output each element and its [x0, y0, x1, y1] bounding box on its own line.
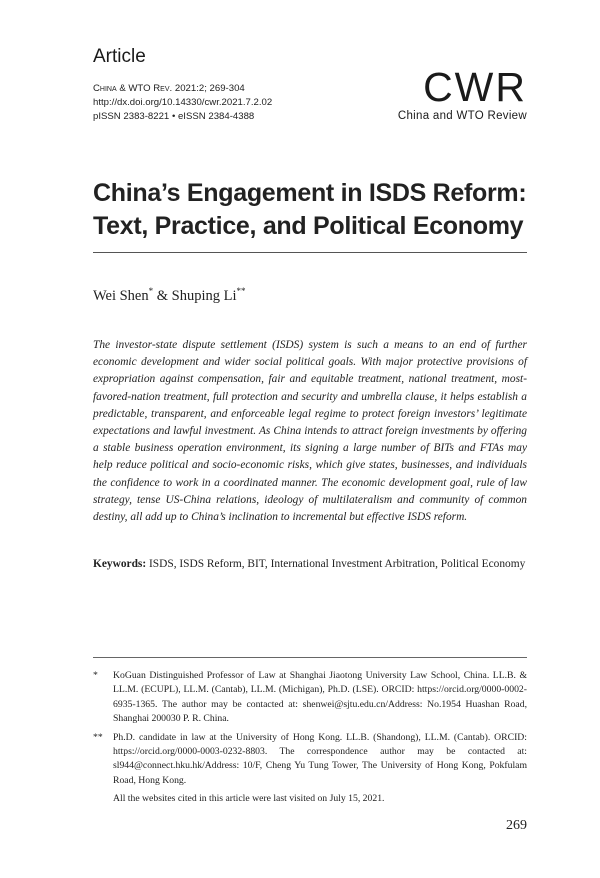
article-type-label: Article: [93, 46, 146, 67]
journal-abbrev: China & WTO Rev.: [93, 83, 173, 94]
footnote-text: Ph.D. candidate in law at the University of Hong Kong. LL.B. (Shandong), LL.M. (Cantab). ORCID: https://orcid.org/0000-0003-0232-8803. The correspondence author may be contacted at: sl944@connect.hku.hk/Address: 10/F, Cheng Yu Tung Tower, The University of Hong Kong, Pokfulam Road, Hong Kong.: [113, 731, 527, 786]
journal-metadata: [93, 82, 272, 124]
journal-logo: [398, 66, 527, 122]
issue-pages: 2021:2; 269-304: [172, 83, 245, 94]
author-2-name: Shuping Li: [171, 288, 237, 304]
logo-mark: CWR: [423, 64, 527, 110]
issn-line: pISSN 2383-8221 • eISSN 2384-4388: [93, 111, 255, 122]
author-1-footnote-mark[interactable]: *: [148, 286, 154, 296]
footnote-item: [93, 669, 527, 727]
keywords-line: [93, 558, 533, 570]
footnote-item: [93, 731, 527, 789]
citation-line: [93, 82, 272, 96]
logo-subtitle: China and WTO Review: [397, 110, 527, 122]
footnotes: [93, 669, 527, 807]
keywords-label: Keywords:: [93, 558, 147, 570]
abstract-paragraph: The investor-state dispute settlement (ISDS) system is such a means to an end of further economic development and wider social political goals. With major protective provisions of expropriation against compensation, fair and equitable treatment, national treatment, most-favored-nation treatment, full protection and security and umbrella clause, it helps establish a predictable, transparent, and enforceable legal regime to protect foreign investors’ legitimate expectations and lawful investment. As China intends to attract foreign investments by offering a stable business operation environment, its signing a large number of BITs and FTAs may help reduce political and socio-economic risks, which give states, businesses, and individuals the confidence to work in a coordinated manner. The economic development goal, rule of law strategy, tense US-China relations, ideology of multilateralism and community of common destiny, all add up to China’s inclination to incremental but effective ISDS reform.: [93, 339, 527, 524]
keywords-list: ISDS, ISDS Reform, BIT, International Investment Arbitration, Political Economy: [146, 558, 526, 570]
title-line-1: China’s Engagement in ISDS Reform:: [93, 179, 527, 207]
page-number: 269: [506, 818, 527, 833]
footnote-text: KoGuan Distinguished Professor of Law at Shanghai Jiaotong University Law School, China. LL.B. & LL.M. (ECUPL), LL.M. (Cantab), LL.M. (Michigan), Ph.D. (LSE). ORCID: https://orcid.org/0000-0002-6935-1365. The author may be contacted at: shenwei@sjtu.edu.cn/Address: No.1954 Huashan Road, Shanghai 200030 P. R. China.: [113, 670, 527, 725]
title-divider: [93, 252, 527, 253]
author-line: [93, 286, 246, 305]
websites-visited-note: All the websites cited in this article were last visited on July 15, 2021.: [113, 793, 385, 805]
doi-link[interactable]: http://dx.doi.org/10.14330/cwr.2021.7.2.02: [93, 97, 273, 108]
title-line-2: Text, Practice, and Political Economy: [93, 212, 524, 240]
author-joiner: &: [153, 288, 172, 304]
author-2-footnote-mark[interactable]: **: [236, 286, 246, 296]
author-1-name: Wei Shen: [93, 288, 149, 304]
article-title: [93, 177, 533, 243]
footnote-marker: *: [93, 670, 98, 681]
footnote-marker: **: [93, 731, 103, 743]
footnote-divider: [93, 657, 527, 658]
